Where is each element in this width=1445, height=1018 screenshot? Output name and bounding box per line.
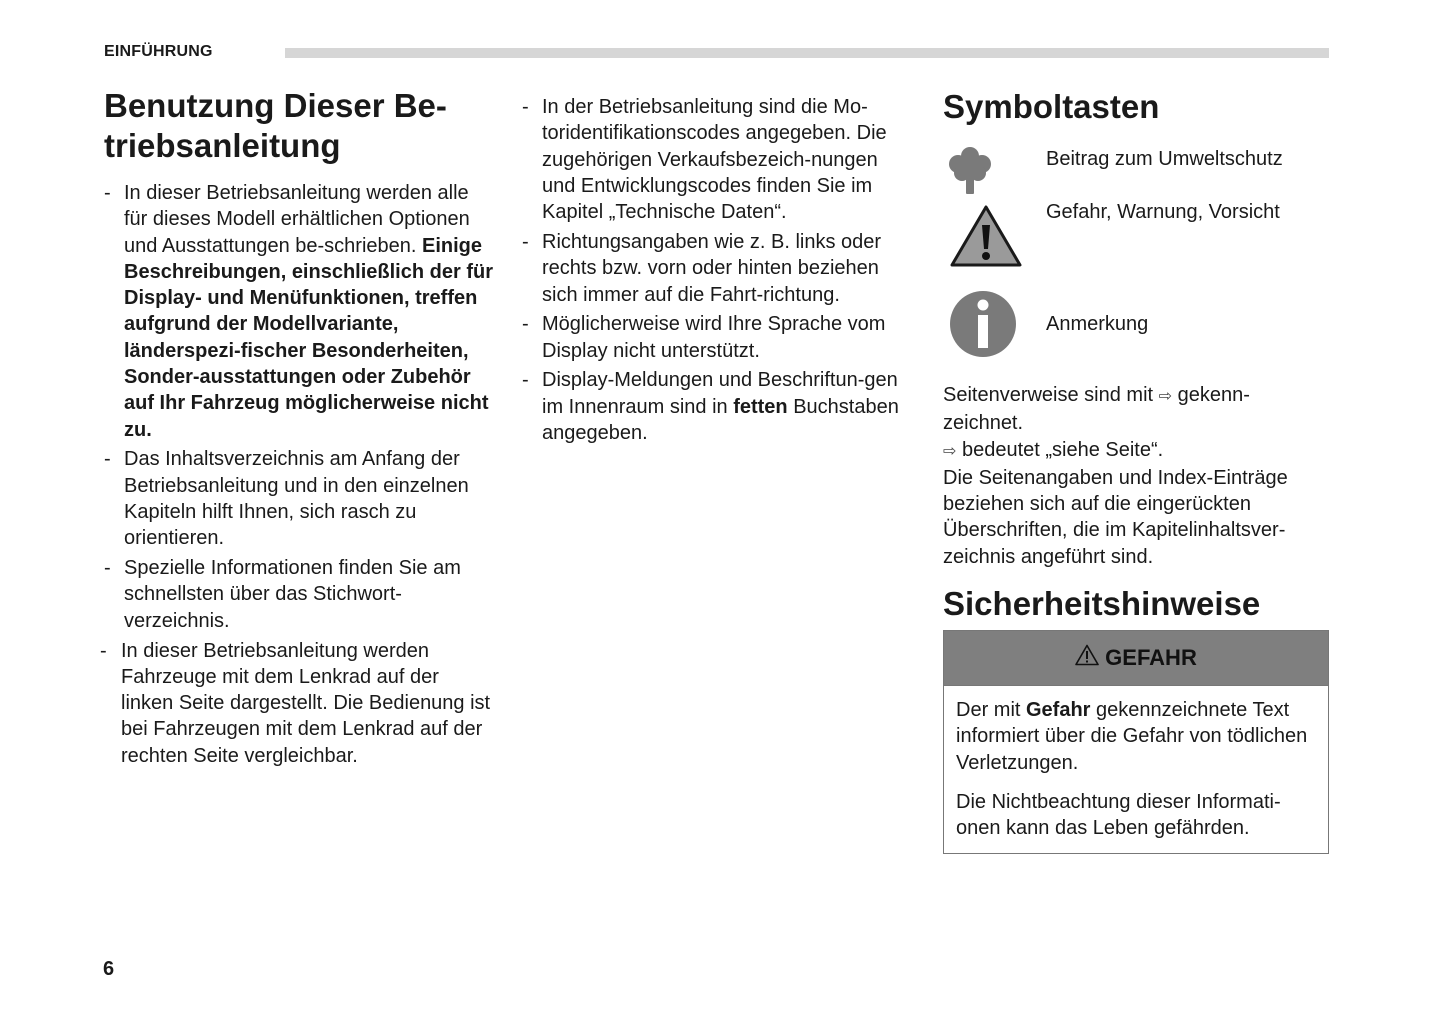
symbol-row-note: [943, 288, 1329, 382]
arrow-right-icon: ⇨: [1158, 388, 1173, 405]
danger-notice-box: [943, 630, 1329, 854]
list-item: - Spezielle Informationen finden Sie am schnellsten über das Stichwort-verzeichnis.: [104, 555, 494, 634]
danger-text-1: Der mit Gefahr gekennzeichnete Text informiert über die Gefahr von tödlichen Verletzungen.: [956, 699, 1308, 774]
right-column: [943, 86, 1329, 625]
list-item: - Möglicherweise wird Ihre Sprache vom Display nicht unterstützt.: [522, 311, 907, 364]
symbol-label: Beitrag zum Umweltschutz: [1046, 148, 1283, 170]
danger-heading-label: GEFAHR: [1105, 645, 1197, 670]
list-item: - Display-Meldungen und Beschriftun-gen im Innenraum sind in fetten Buchstaben angegeben.: [522, 367, 907, 446]
page-number: 6: [103, 958, 115, 980]
warning-triangle-icon: [1075, 644, 1105, 672]
list-item: - Richtungsangaben wie z. B. links oder rechts bzw. vorn oder hinten beziehen sich immer auf die Fahrt-richtung.: [522, 229, 907, 308]
symbol-row-environment: [943, 142, 1329, 196]
safety-heading: Sicherheitshinweise: [943, 585, 1261, 623]
danger-notice-header: [944, 631, 1328, 686]
list-item: - Das Inhaltsverzeichnis am Anfang der Betriebsanleitung und in den einzelnen Kapiteln hilft Ihnen, sich rasch zu orientieren.: [104, 446, 494, 551]
title-line-2: triebsanleitung: [104, 127, 341, 164]
symbol-label: Anmerkung: [1046, 313, 1149, 335]
danger-text-2: Die Nichtbeachtung dieser Informati-onen kann das Leben gefährden.: [956, 790, 1281, 840]
left-column: [104, 86, 494, 773]
list-item: - In dieser Betriebsanleitung werden alle für dieses Modell erhältlichen Optionen und Ausstattungen be-schrieben. Einige Beschreibungen, einschließlich der für Display- und Menüfunktionen, treffen aufgrund der Modellvariante, länderspezi-fischer Besonderheiten, Sonder-ausstattungen oder Zubehör auf Ihr Fahrzeug möglicherweise nicht zu.: [104, 180, 494, 443]
page-reference-note: Seitenverweise sind mit ⇨ gekenn-zeichnet. ⇨ bedeutet „siehe Seite“. Die Seitenangaben und Index-Einträge beziehen sich auf die eingerückten Überschriften, die im Kapitelinhaltsver-zeichnis angeführt sind.: [943, 384, 1288, 568]
notes-list: [522, 94, 907, 446]
symbols-heading: Symboltasten: [943, 88, 1160, 125]
middle-column: [522, 94, 907, 450]
tree-icon: [947, 146, 993, 201]
danger-notice-body: [944, 686, 1328, 853]
arrow-right-icon: ⇨: [943, 442, 957, 460]
title-line-1: Benutzung Dieser Be-: [104, 87, 447, 124]
section-label: EINFÜHRUNG: [104, 43, 213, 60]
symbol-label: Gefahr, Warnung, Vorsicht: [1046, 201, 1280, 223]
warning-triangle-icon: [949, 203, 1023, 274]
header-rule: [285, 48, 1329, 58]
list-item: - In der Betriebsanleitung sind die Mo-toridentifikationscodes angegeben. Die zugehörigen Verkaufsbezeich-nungen und Entwicklungscodes finden Sie im Kapitel „Technische Daten“.: [522, 94, 907, 225]
info-icon: [949, 290, 1017, 363]
page-title: [104, 86, 494, 166]
intro-list: [104, 180, 494, 769]
list-item: - In dieser Betriebsanleitung werden Fahrzeuge mit dem Lenkrad auf der linken Seite dargestellt. Die Bedienung ist bei Fahrzeugen mit dem Lenkrad auf der rechten Seite vergleichbar.: [100, 638, 494, 769]
symbol-row-warning: [943, 196, 1329, 288]
